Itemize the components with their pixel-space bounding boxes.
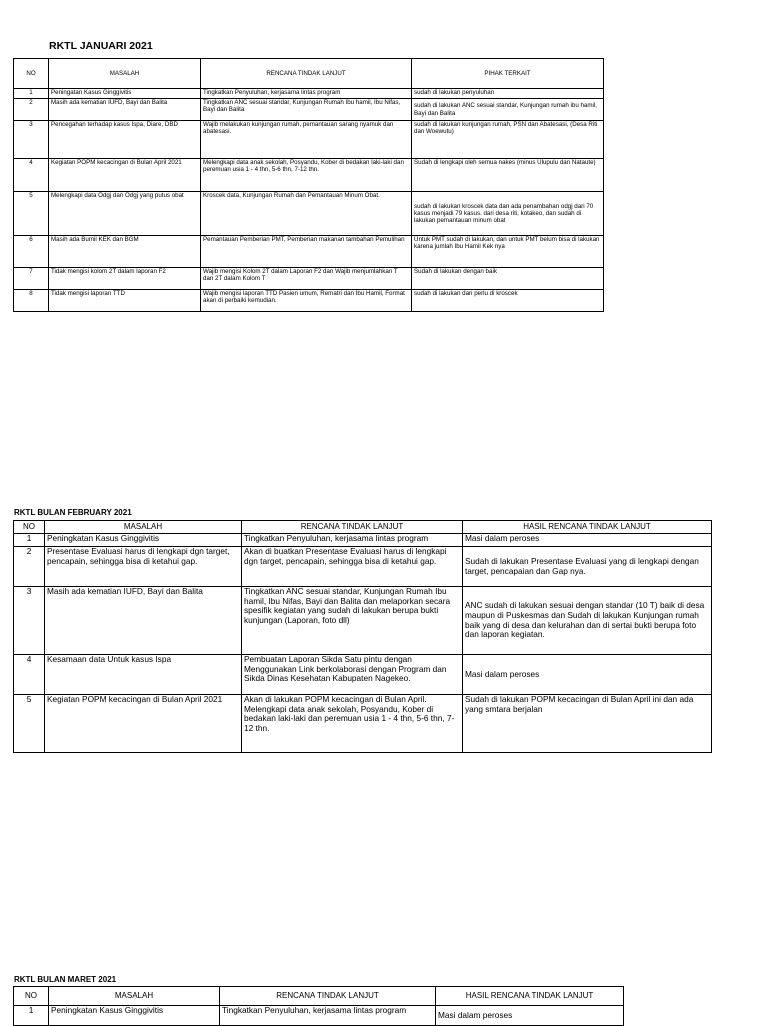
cell-no: 3	[14, 121, 49, 159]
header-masalah: MASALAH	[45, 521, 242, 534]
header-rencana: RENCANA TINDAK LANJUT	[242, 521, 463, 534]
cell-rencana: Tingkatkan ANC sesuai standar, Kunjungan Rumah Ibu hamil, Ibu Nifas, Bayi dan Balita	[201, 99, 412, 121]
cell-masalah: Masih ada Bumil KEK dan BGM	[49, 236, 201, 268]
cell-hasil: Sudah di lengkapi oleh semua nakes (minus Ulupulu dan Nataute)	[412, 159, 604, 192]
table-header-row	[14, 987, 624, 1006]
cell-masalah: Masih ada kematian IUFD, Bayi dan Balita	[45, 587, 242, 655]
header-pihak-terkait: PIHAK TERKAIT	[412, 59, 604, 89]
rktl-table-januari	[13, 58, 604, 312]
cell-rencana: Tingkatkan Penyuluhan, kerjasama lintas program	[220, 1006, 436, 1026]
table-row	[14, 587, 712, 655]
section-title-february: RKTL BULAN FEBRUARY 2021	[14, 508, 132, 517]
cell-no: 1	[14, 1006, 49, 1026]
table-row	[14, 192, 604, 236]
cell-rencana: Wajib mengisi Kolom 2T dalam Laporan F2 dan Wajib menjumlahkan T dan 2T dalam Kolom T	[201, 268, 412, 290]
section-title-maret: RKTL BULAN MARET 2021	[14, 975, 117, 984]
header-hasil: HASIL RENCANA TINDAK LANJUT	[463, 521, 712, 534]
table-row	[14, 268, 604, 290]
table-row	[14, 89, 604, 99]
rktl-table-maret	[13, 986, 624, 1026]
table-row	[14, 547, 712, 587]
cell-hasil: Sudah di lakukan dengan baik	[412, 268, 604, 290]
table-row	[14, 159, 604, 192]
header-no: NO	[14, 987, 49, 1006]
cell-rencana: Kroscek data, Kunjungan Rumah dan Pemantauan Minum Obat.	[201, 192, 412, 236]
cell-hasil: Untuk PMT sudah di lakukan, dan untuk PMT belum bisa di lakukan karena jumlah Ibu Hamil Kek nya	[412, 236, 604, 268]
cell-no: 1	[14, 534, 45, 547]
cell-no: 5	[14, 695, 45, 753]
table-row	[14, 534, 712, 547]
table-row	[14, 290, 604, 312]
cell-masalah: Peningkatan Kasus Ginggivitis	[49, 1006, 220, 1026]
cell-rencana: Tingkatkan Penyuluhan, kerjasama lintas program	[242, 534, 463, 547]
table-row	[14, 695, 712, 753]
table-row	[14, 99, 604, 121]
cell-masalah: Tidak mengisi laporan TTD	[49, 290, 201, 312]
table-header-row	[14, 521, 712, 534]
cell-hasil: sudah di lakukan kroscek data dan ada penambahan odgj dari 70 kasus menjadi 79 kasus. dari desa riti, kotakeo, dan sudah di lakukan pemantauan minum obat	[412, 192, 604, 236]
cell-hasil: Masi dalam peroses	[463, 534, 712, 547]
cell-no: 1	[14, 89, 49, 99]
cell-no: 4	[14, 655, 45, 695]
header-rencana: RENCANA TINDAK LANJUT	[220, 987, 436, 1006]
cell-no: 3	[14, 587, 45, 655]
cell-hasil: Masi dalam peroses	[436, 1006, 624, 1026]
cell-hasil: Masi dalam peroses	[463, 655, 712, 695]
cell-no: 5	[14, 192, 49, 236]
table-row	[14, 121, 604, 159]
cell-masalah: Kegiatan POPM kecacingan di Bulan April 2021	[49, 159, 201, 192]
cell-no: 2	[14, 547, 45, 587]
table-header-row	[14, 59, 604, 89]
cell-masalah: Masih ada kematian IUFD, Bayi dan Balita	[49, 99, 201, 121]
cell-rencana: Wajib melakukan kunjungan rumah, pemantauan sarang nyamuk dan abatesasi.	[201, 121, 412, 159]
cell-rencana: Melengkapi data anak sekolah, Posyandu, Kober di bedakan laki-laki dan peremuan usia 1 - 4 thn, 5-6 thn, 7-12 thn.	[201, 159, 412, 192]
cell-masalah: Peningatan Kasus Ginggivitis	[49, 89, 201, 99]
cell-masalah: Peningkatan Kasus Ginggivitis	[45, 534, 242, 547]
cell-hasil: sudah di lakukan kunjungan rumah, PSN dan Abatesasi, (Desa Riti dan Woewutu)	[412, 121, 604, 159]
cell-masalah: Pencegahan terhadap kasus Ispa, Diare, DBD	[49, 121, 201, 159]
table-row	[14, 1006, 624, 1026]
header-no: NO	[14, 59, 49, 89]
cell-hasil: Sudah di lakukan Presentase Evaluasi yang di lengkapi dengan target, pencapaian dan Gap nya.	[463, 547, 712, 587]
cell-masalah: Tidak mengisi kolom 2T dalam laporan F2	[49, 268, 201, 290]
cell-masalah: Kesamaan data Untuk kasus Ispa	[45, 655, 242, 695]
cell-no: 4	[14, 159, 49, 192]
cell-masalah: Presentase Evaluasi harus di lengkapi dgn target, pencapain, sehingga bisa di ketahui gap.	[45, 547, 242, 587]
table-row	[14, 236, 604, 268]
cell-hasil: sudah di lakukan dan perlu di kroscek	[412, 290, 604, 312]
header-hasil: HASIL RENCANA TINDAK LANJUT	[436, 987, 624, 1006]
cell-no: 2	[14, 99, 49, 121]
table-row	[14, 655, 712, 695]
cell-rencana: Akan di lakukan POPM kecacingan di Bulan April. Melengkapi data anak sekolah, Posyandu, Kober di bedakan laki-laki dan peremuan usia 1 - 4 thn, 5-6 thn, 7-12 thn.	[242, 695, 463, 753]
rktl-table-february	[13, 520, 712, 753]
cell-rencana: Tingkatkan ANC sesuai standar, Kunjungan Rumah Ibu hamil, Ibu Nifas, Bayi dan Balita dan melaporkan secara spesifik kegiatan yang sudah di lakukan berupa bukti kunjungan (Laporan, foto dll)	[242, 587, 463, 655]
header-no: NO	[14, 521, 45, 534]
cell-rencana: Pembuatan Laporan Sikda Satu pintu dengan Menggunakan Link berkolaborasi dengan Program dan Sikda Dinas Kesehatan Kabupaten Nagekeo.	[242, 655, 463, 695]
cell-rencana: Tingkatkan Penyuluhan, kerjasama lintas program	[201, 89, 412, 99]
cell-rencana: Pemantauan Pemberian PMT, Pemberian makanan tambahan Pemulihan	[201, 236, 412, 268]
cell-no: 7	[14, 268, 49, 290]
cell-no: 8	[14, 290, 49, 312]
cell-hasil: Sudah di lakukan POPM kecacingan di Bulan April ini dan ada yang smtara berjalan	[463, 695, 712, 753]
header-rencana: RENCANA TINDAK LANJUT	[201, 59, 412, 89]
cell-masalah: Melengkapi data Odgj dan Odgj yang putus obat	[49, 192, 201, 236]
section-title-januari: RKTL JANUARI 2021	[49, 40, 153, 52]
cell-rencana: Akan di buatkan Presentase Evaluasi harus di lengkapi dgn target, pencapain, sehingga bisa di ketahui gap.	[242, 547, 463, 587]
header-masalah: MASALAH	[49, 987, 220, 1006]
cell-rencana: Wajib mengisi laporan TTD Pasien umum, Rematri dan Ibu Hamil, Format akan di perbaiki kemudian.	[201, 290, 412, 312]
cell-no: 6	[14, 236, 49, 268]
header-masalah: MASALAH	[49, 59, 201, 89]
cell-hasil: sudah di lakukan ANC sesuai standar, Kunjungan rumah ibu hamil, Bayi dan Balita	[412, 99, 604, 121]
cell-hasil: sudah di lakukan penyuluhan	[412, 89, 604, 99]
cell-masalah: Kegiatan POPM kecacingan di Bulan April 2021	[45, 695, 242, 753]
cell-hasil: ANC sudah di lakukan sesuai dengan standar (10 T) baik di desa maupun di Puskesmas dan Sudah di lakukan Kunjungan rumah baik yang di desa dan kelurahan dan di sertai bukti berupa foto dan laporan kegiatan.	[463, 587, 712, 655]
